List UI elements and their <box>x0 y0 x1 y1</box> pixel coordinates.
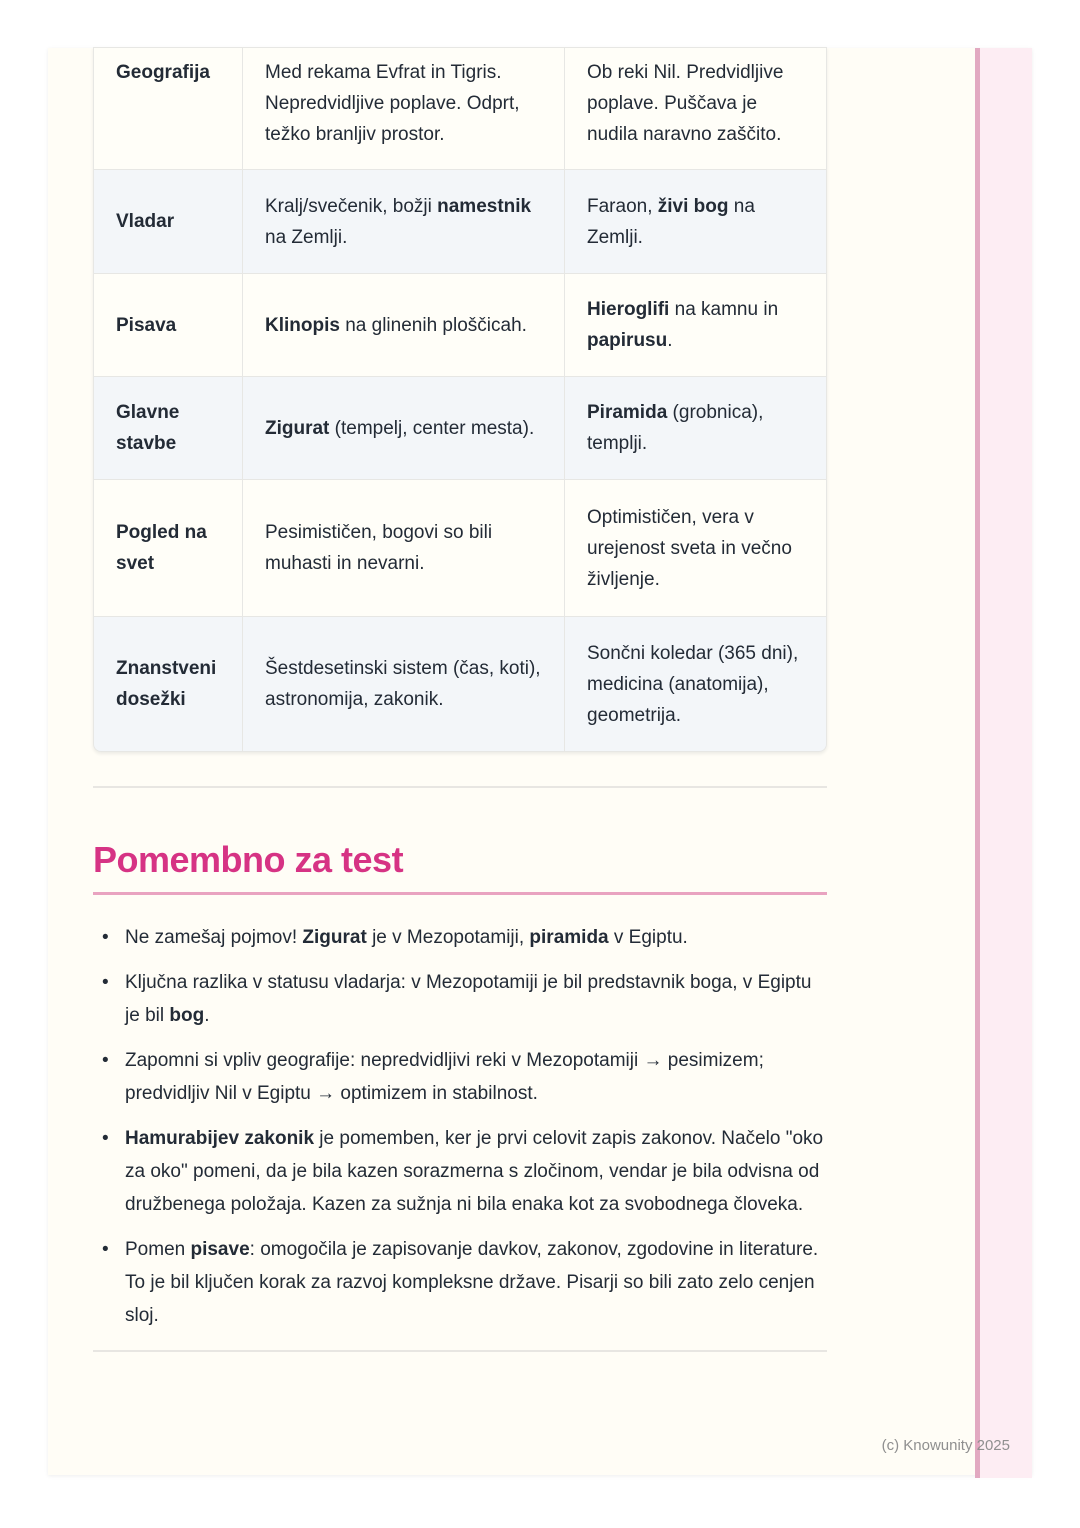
cell-mesopotamia: Pesimističen, bogovi so bili muhasti in nevarni. <box>243 480 565 617</box>
row-header-cell: Pogled na svet <box>93 480 243 617</box>
table-row <box>93 274 827 377</box>
list-item: • Zapomni si vpliv geografije: nepredvidljivi reki v Mezopotamiji → pesimizem; predvidljiv Nil v Egiptu → optimizem in stabilnost. <box>93 1044 827 1110</box>
cell-egypt: Sončni koledar (365 dni), medicina (anatomija), geometrija. <box>565 617 827 752</box>
row-header-cell: Vladar <box>93 170 243 274</box>
row-header-cell: Pisava <box>93 274 243 377</box>
comparison-table <box>93 47 827 752</box>
list-item: • Pomen pisave: omogočila je zapisovanje davkov, zakonov, zgodovine in literature. To je bil ključen korak za razvoj kompleksne države. Pisarji so bili zato zelo cenjen sloj. <box>93 1233 827 1332</box>
table-row <box>93 377 827 480</box>
cell-egypt: Ob reki Nil. Predvidljive poplave. Puščava je nudila naravno zaščito. <box>565 47 827 170</box>
divider <box>93 1350 827 1352</box>
table-row <box>93 480 827 617</box>
list-item: • Ne zamešaj pojmov! Zigurat je v Mezopotamiji, piramida v Egiptu. <box>93 921 827 954</box>
cell-egypt: Optimističen, vera v urejenost sveta in večno življenje. <box>565 480 827 617</box>
list-item: • Ključna razlika v statusu vladarja: v Mezopotamiji je bil predstavnik boga, v Egiptu je bil bog. <box>93 966 827 1032</box>
list-item: • Hamurabijev zakonik je pomemben, ker je prvi celovit zapis zakonov. Načelo "oko za oko" pomeni, da je bila kazen sorazmerna s zločinom, vendar je bila odvisna od družbenega položaja. Kazen za sužnja ni bila enaka kot za svobodnega človeka. <box>93 1122 827 1221</box>
table-row <box>93 617 827 752</box>
page-content <box>93 47 827 1352</box>
divider <box>93 786 827 788</box>
cell-egypt: Piramida (grobnica), templji. <box>565 377 827 480</box>
copyright-notice: (c) Knowunity 2025 <box>881 1437 1010 1454</box>
cell-egypt: Faraon, živi bog na Zemlji. <box>565 170 827 274</box>
row-header-cell: Glavne stavbe <box>93 377 243 480</box>
row-header-cell: Geografija <box>93 47 243 170</box>
cell-mesopotamia: Kralj/svečenik, božji namestnik na Zemlji. <box>243 170 565 274</box>
cell-mesopotamia: Šestdesetinski sistem (čas, koti), astronomija, zakonik. <box>243 617 565 752</box>
row-header-cell: Znanstveni dosežki <box>93 617 243 752</box>
table-row <box>93 47 827 170</box>
pink-accent-bar <box>975 48 1032 1478</box>
table-row <box>93 170 827 274</box>
cell-egypt: Hieroglifi na kamnu in papirusu. <box>565 274 827 377</box>
cell-mesopotamia: Med rekama Evfrat in Tigris. Nepredvidljive poplave. Odprt, težko branljiv prostor. <box>243 47 565 170</box>
title-underline <box>93 892 827 895</box>
cell-mesopotamia: Klinopis na glinenih ploščicah. <box>243 274 565 377</box>
cell-mesopotamia: Zigurat (tempelj, center mesta). <box>243 377 565 480</box>
section-title: Pomembno za test <box>93 839 404 880</box>
key-points-list <box>93 921 827 1332</box>
